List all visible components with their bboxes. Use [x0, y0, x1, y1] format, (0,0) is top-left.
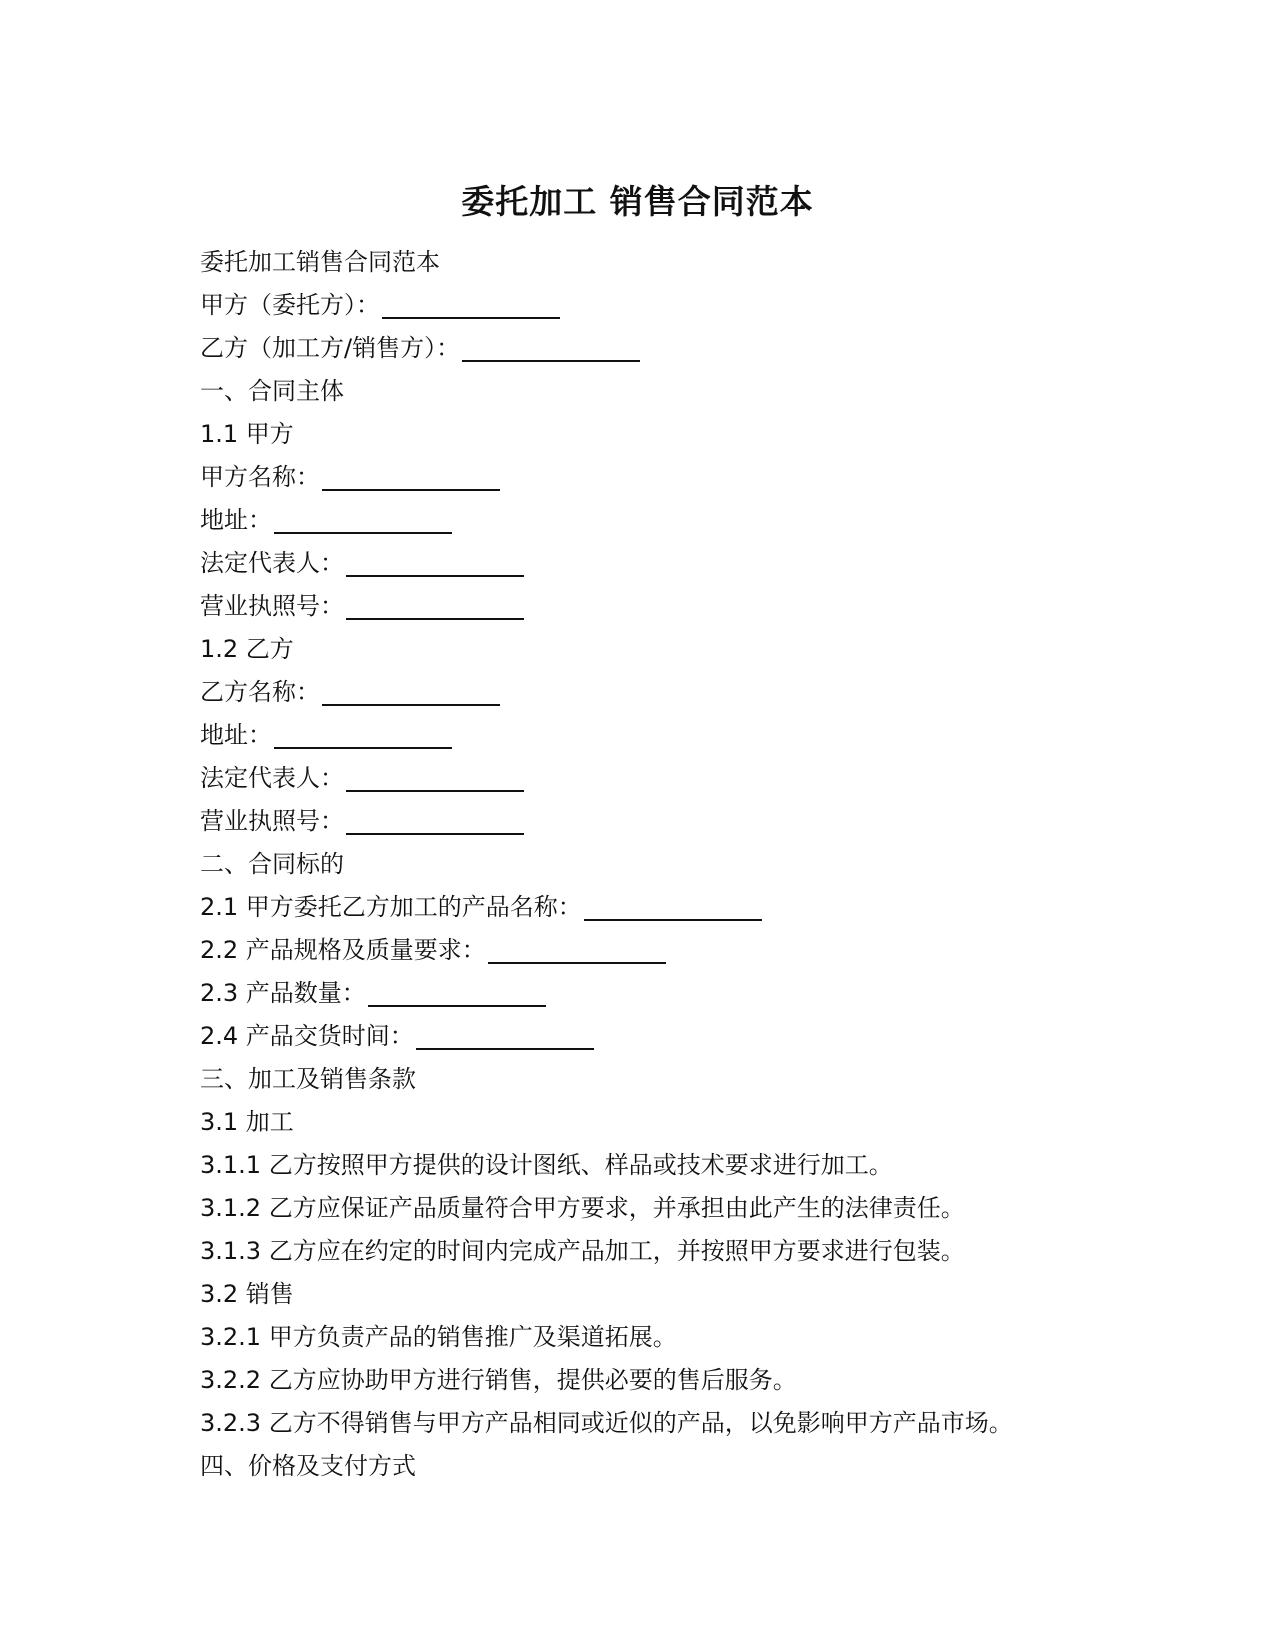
document-body — [200, 241, 1100, 1488]
line-text: 法定代表人： — [200, 549, 344, 577]
fill-in-blank — [322, 489, 500, 491]
fill-in-blank — [346, 790, 524, 792]
form-field-line — [200, 585, 1100, 628]
text-line — [200, 1101, 1100, 1144]
text-line — [200, 1058, 1100, 1101]
line-text: 1.2 乙方 — [200, 635, 294, 663]
text-line — [200, 1445, 1100, 1488]
form-field-line — [200, 499, 1100, 542]
form-field-line — [200, 671, 1100, 714]
form-field-line — [200, 327, 1100, 370]
line-text: 乙方（加工方/销售方）： — [200, 334, 461, 362]
form-field-line — [200, 929, 1100, 972]
line-text: 3.1.3 乙方应在约定的时间内完成产品加工，并按照甲方要求进行包装。 — [200, 1237, 965, 1265]
line-text: 3.1 加工 — [200, 1108, 294, 1136]
line-text: 2.3 产品数量： — [200, 979, 366, 1007]
fill-in-blank — [488, 962, 666, 964]
fill-in-blank — [584, 919, 762, 921]
line-text: 三、加工及销售条款 — [200, 1065, 416, 1093]
text-line — [200, 1144, 1100, 1187]
text-line — [200, 1359, 1100, 1402]
line-text: 2.4 产品交货时间： — [200, 1022, 414, 1050]
form-field-line — [200, 1015, 1100, 1058]
line-text: 2.2 产品规格及质量要求： — [200, 936, 486, 964]
document-title: 委托加工 销售合同范本 — [461, 182, 814, 221]
text-line — [200, 1273, 1100, 1316]
fill-in-blank — [322, 704, 500, 706]
text-line — [200, 843, 1100, 886]
line-text: 3.2.3 乙方不得销售与甲方产品相同或近似的产品，以免影响甲方产品市场。 — [200, 1409, 1013, 1437]
line-text: 四、价格及支付方式 — [200, 1452, 416, 1480]
fill-in-blank — [416, 1048, 594, 1050]
text-line — [200, 1316, 1100, 1359]
line-text: 3.2 销售 — [200, 1280, 294, 1308]
fill-in-blank — [382, 317, 560, 319]
line-text: 二、合同标的 — [200, 850, 344, 878]
fill-in-blank — [462, 360, 640, 362]
fill-in-blank — [274, 532, 452, 534]
fill-in-blank — [368, 1005, 546, 1007]
form-field-line — [200, 972, 1100, 1015]
line-text: 法定代表人： — [200, 764, 344, 792]
text-line — [200, 1187, 1100, 1230]
line-text: 3.2.2 乙方应协助甲方进行销售，提供必要的售后服务。 — [200, 1366, 797, 1394]
line-text: 地址： — [200, 506, 272, 534]
line-text: 3.2.1 甲方负责产品的销售推广及渠道拓展。 — [200, 1323, 677, 1351]
form-field-line — [200, 284, 1100, 327]
fill-in-blank — [346, 618, 524, 620]
text-line — [200, 1402, 1100, 1445]
fill-in-blank — [346, 575, 524, 577]
text-line — [200, 370, 1100, 413]
text-line — [200, 628, 1100, 671]
form-field-line — [200, 757, 1100, 800]
line-text: 甲方（委托方）： — [200, 291, 380, 319]
text-line — [200, 241, 1100, 284]
line-text: 1.1 甲方 — [200, 420, 294, 448]
line-text: 委托加工销售合同范本 — [200, 248, 440, 276]
fill-in-blank — [274, 747, 452, 749]
form-field-line — [200, 886, 1100, 929]
form-field-line — [200, 456, 1100, 499]
fill-in-blank — [346, 833, 524, 835]
line-text: 乙方名称： — [200, 678, 320, 706]
line-text: 2.1 甲方委托乙方加工的产品名称： — [200, 893, 582, 921]
line-text: 3.1.1 乙方按照甲方提供的设计图纸、样品或技术要求进行加工。 — [200, 1151, 893, 1179]
line-text: 营业执照号： — [200, 592, 344, 620]
line-text: 甲方名称： — [200, 463, 320, 491]
line-text: 一、合同主体 — [200, 377, 344, 405]
text-line — [200, 1230, 1100, 1273]
text-line — [200, 413, 1100, 456]
form-field-line — [200, 800, 1100, 843]
form-field-line — [200, 714, 1100, 757]
line-text: 地址： — [200, 721, 272, 749]
line-text: 3.1.2 乙方应保证产品质量符合甲方要求，并承担由此产生的法律责任。 — [200, 1194, 965, 1222]
form-field-line — [200, 542, 1100, 585]
line-text: 营业执照号： — [200, 807, 344, 835]
